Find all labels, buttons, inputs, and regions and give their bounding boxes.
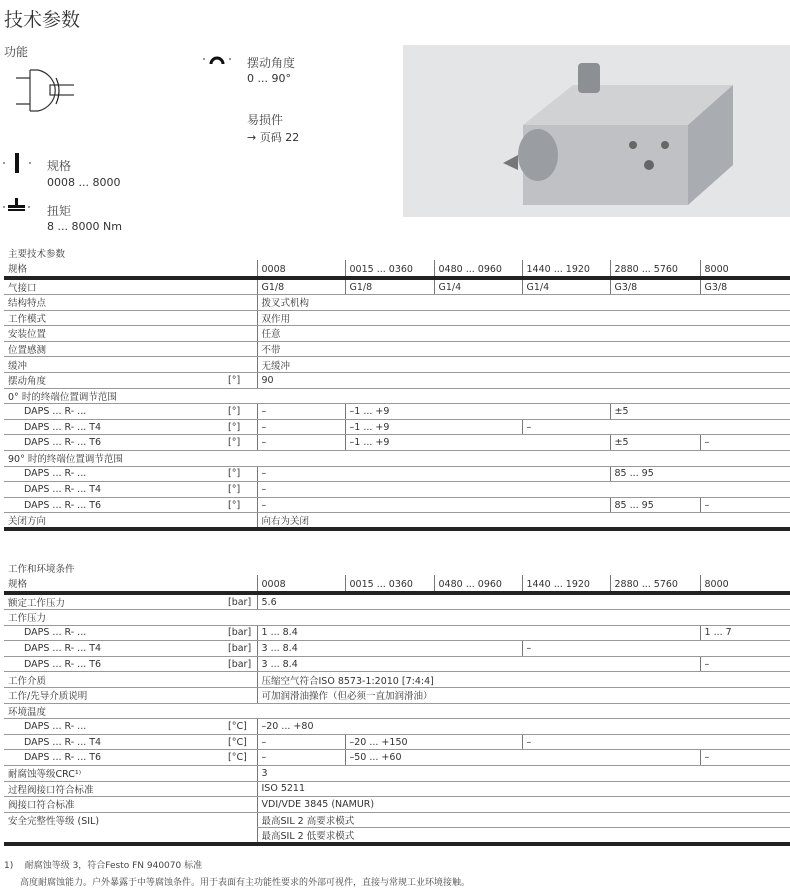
- row-label: DAPS ... R- ... T6: [4, 656, 226, 672]
- row-value: –: [257, 404, 345, 420]
- row-unit: [bar]: [226, 641, 257, 657]
- row-value: G3/8: [610, 278, 700, 295]
- row-value: –: [257, 497, 610, 513]
- column-header: 8000: [700, 575, 790, 593]
- table-row: [4, 625, 790, 641]
- table-row: [4, 703, 790, 719]
- row-value: ±5: [610, 435, 700, 451]
- group-spacer: [257, 388, 790, 404]
- row-value: 90: [257, 372, 790, 388]
- table-row: [4, 326, 790, 342]
- row-label: 阀接口符合标准: [4, 797, 226, 813]
- group-label: 工作压力: [4, 610, 257, 626]
- table-row: [4, 656, 790, 672]
- row-label: 摆动角度: [4, 372, 226, 388]
- row-value: G3/8: [700, 278, 790, 295]
- row-value: 5.6: [257, 593, 790, 610]
- row-unit: [226, 672, 257, 688]
- table-row: [4, 672, 790, 688]
- table-row: [4, 466, 790, 482]
- row-unit: [°]: [226, 419, 257, 435]
- row-label: 耐腐蚀等级CRC¹⁾: [4, 765, 226, 781]
- table-row: [4, 310, 790, 326]
- group-spacer: [257, 450, 790, 466]
- column-header: 2880 ... 5760: [610, 260, 700, 278]
- row-unit: [°C]: [226, 719, 257, 735]
- table-caption-row: [4, 246, 790, 260]
- table-row: [4, 828, 790, 845]
- wear-parts-label: 易损件: [247, 113, 284, 127]
- group-spacer: [257, 610, 790, 626]
- row-value: 向右为关闭: [257, 513, 790, 530]
- row-value: 压缩空气符合ISO 8573-1:2010 [7:4:4]: [257, 672, 790, 688]
- table-row: [4, 388, 790, 404]
- column-header: 0015 ... 0360: [345, 260, 434, 278]
- row-value: –: [700, 435, 790, 451]
- row-value: 85 ... 95: [610, 497, 700, 513]
- size-icon: [2, 152, 32, 174]
- row-value: –: [700, 656, 790, 672]
- row-label: DAPS ... R- ... T4: [4, 482, 226, 498]
- row-label: 额定工作压力: [4, 593, 226, 610]
- row-value: 85 ... 95: [610, 466, 790, 482]
- row-label: 过程阀接口符合标准: [4, 781, 226, 797]
- row-label: DAPS ... R- ...: [4, 466, 226, 482]
- row-value: 任意: [257, 326, 790, 342]
- row-label: 位置感测: [4, 341, 226, 357]
- row-value: 1 ... 8.4: [257, 625, 700, 641]
- row-unit: [226, 828, 257, 845]
- row-unit: [226, 326, 257, 342]
- table-row: [4, 450, 790, 466]
- size-value: 0008 ... 8000: [47, 176, 121, 189]
- torque-value: 8 ... 8000 Nm: [47, 220, 122, 233]
- row-value: –1 ... +9: [345, 404, 610, 420]
- row-unit: [226, 357, 257, 373]
- row-label: DAPS ... R- ...: [4, 625, 226, 641]
- row-unit: [°]: [226, 404, 257, 420]
- row-value: –: [522, 419, 790, 435]
- table-row: [4, 797, 790, 813]
- row-unit: [226, 687, 257, 703]
- row-value: –20 ... +80: [257, 719, 790, 735]
- row-unit: [226, 341, 257, 357]
- row-unit: [226, 278, 257, 295]
- table-row: [4, 357, 790, 373]
- row-value: 不带: [257, 341, 790, 357]
- header-label: 规格: [4, 575, 257, 593]
- column-header: 1440 ... 1920: [522, 575, 610, 593]
- table-row: [4, 734, 790, 750]
- header-label: 规格: [4, 260, 257, 278]
- table-row: [4, 295, 790, 311]
- row-label: DAPS ... R- ... T6: [4, 497, 226, 513]
- column-header: 8000: [700, 260, 790, 278]
- table-caption: 工作和环境条件: [8, 564, 75, 575]
- table-row: [4, 812, 790, 828]
- row-value: –: [257, 435, 345, 451]
- footnote-line1: 耐腐蚀等级 3，符合Festo FN 940070 标准: [24, 861, 203, 871]
- row-label: DAPS ... R- ... T4: [4, 641, 226, 657]
- row-value: 无缓冲: [257, 357, 790, 373]
- footnote-line2: 高度耐腐蚀能力。户外暴露于中等腐蚀条件。用于表面有主功能性要求的外部可视件，直接与常规工业环境接触。: [20, 878, 471, 888]
- row-value: –: [700, 750, 790, 766]
- row-label: 工作模式: [4, 310, 226, 326]
- footnote-marker: 1): [4, 861, 14, 871]
- main-specs-table: [4, 246, 790, 531]
- row-value: –: [257, 734, 345, 750]
- table-row: [4, 435, 790, 451]
- column-header: 0480 ... 0960: [434, 575, 522, 593]
- row-value: –20 ... +150: [345, 734, 522, 750]
- row-unit: [°]: [226, 466, 257, 482]
- row-label: 缓冲: [4, 357, 226, 373]
- table-row: [4, 419, 790, 435]
- row-value: 最高SIL 2 高要求模式: [257, 812, 790, 828]
- row-label: 工作介质: [4, 672, 226, 688]
- row-label: [4, 828, 226, 845]
- product-photo: [403, 45, 790, 217]
- table-row: [4, 404, 790, 420]
- row-value: 可加润滑油操作（但必须一直加润滑油）: [257, 687, 790, 703]
- row-label: DAPS ... R- ... T4: [4, 419, 226, 435]
- table-header-row: [4, 575, 790, 593]
- table-row: [4, 278, 790, 295]
- swivel-angle-icon: [202, 52, 232, 66]
- row-value: –: [257, 466, 610, 482]
- row-label: 工作/先导介质说明: [4, 687, 226, 703]
- group-label: 0° 时的终端位置调节范围: [4, 388, 257, 404]
- footnote-1: [4, 858, 202, 871]
- row-unit: [bar]: [226, 593, 257, 610]
- row-value: G1/8: [345, 278, 434, 295]
- table-caption: 主要技术参数: [8, 249, 66, 260]
- wear-parts-link[interactable]: → 页码 22: [247, 131, 300, 144]
- row-value: 3 ... 8.4: [257, 641, 522, 657]
- table-row: [4, 750, 790, 766]
- row-value: –: [522, 641, 790, 657]
- table-row: [4, 781, 790, 797]
- row-label: 安装位置: [4, 326, 226, 342]
- row-label: 气接口: [4, 278, 226, 295]
- row-value: –1 ... +9: [345, 435, 610, 451]
- row-value: –: [257, 750, 345, 766]
- row-label: DAPS ... R- ... T4: [4, 734, 226, 750]
- row-unit: [°C]: [226, 750, 257, 766]
- table-row: [4, 372, 790, 388]
- group-label: 90° 时的终端位置调节范围: [4, 450, 257, 466]
- table-row: [4, 341, 790, 357]
- row-unit: [bar]: [226, 656, 257, 672]
- table-row: [4, 719, 790, 735]
- rotary-actuator-symbol-icon: [14, 68, 74, 116]
- column-header: 2880 ... 5760: [610, 575, 700, 593]
- row-unit: [°]: [226, 482, 257, 498]
- row-value: 最高SIL 2 低要求模式: [257, 828, 790, 845]
- row-unit: [226, 513, 257, 530]
- row-value: G1/8: [257, 278, 345, 295]
- column-header: 0015 ... 0360: [345, 575, 434, 593]
- row-value: –: [257, 482, 790, 498]
- row-label: 安全完整性等级 (SIL): [8, 816, 100, 828]
- table-row: [4, 687, 790, 703]
- row-unit: [bar]: [226, 625, 257, 641]
- swivel-angle-value: 0 ... 90°: [247, 72, 291, 85]
- row-unit: [°C]: [226, 734, 257, 750]
- row-value: ±5: [610, 404, 790, 420]
- table-row: [4, 641, 790, 657]
- table-row: [4, 765, 790, 781]
- row-value: 拨叉式机构: [257, 295, 790, 311]
- column-header: 0480 ... 0960: [434, 260, 522, 278]
- table-row: [4, 482, 790, 498]
- row-value: –1 ... +9: [345, 419, 522, 435]
- row-label: 关闭方向: [4, 513, 226, 530]
- row-value: VDI/VDE 3845 (NAMUR): [257, 797, 790, 813]
- row-unit: [226, 295, 257, 311]
- table-row: [4, 610, 790, 626]
- row-value: –: [522, 734, 790, 750]
- row-label: DAPS ... R- ... T6: [4, 750, 226, 766]
- row-unit: [226, 797, 257, 813]
- row-value: ISO 5211: [257, 781, 790, 797]
- table-row: [4, 497, 790, 513]
- column-header: 0008: [257, 260, 345, 278]
- group-spacer: [257, 703, 790, 719]
- row-label: DAPS ... R- ... T6: [4, 435, 226, 451]
- row-value: 1 ... 7: [700, 625, 790, 641]
- group-label: 环境温度: [4, 703, 257, 719]
- row-unit: [°]: [226, 435, 257, 451]
- torque-icon: [2, 197, 32, 213]
- row-unit: [226, 781, 257, 797]
- row-unit: [226, 812, 257, 828]
- row-value: 3 ... 8.4: [257, 656, 700, 672]
- row-value: –50 ... +60: [345, 750, 700, 766]
- row-value: 双作用: [257, 310, 790, 326]
- page-title: 技术参数: [4, 9, 81, 31]
- torque-label: 扭矩: [47, 204, 72, 218]
- row-value: –: [257, 419, 345, 435]
- operating-conditions-table: [4, 561, 790, 846]
- row-unit: [°]: [226, 497, 257, 513]
- row-label: DAPS ... R- ...: [4, 719, 226, 735]
- column-header: 0008: [257, 575, 345, 593]
- row-unit: [226, 765, 257, 781]
- table-row: [4, 513, 790, 530]
- size-label: 规格: [47, 159, 72, 173]
- row-value: 3: [257, 765, 790, 781]
- row-value: G1/4: [434, 278, 522, 295]
- row-value: –: [700, 497, 790, 513]
- row-label: DAPS ... R- ...: [4, 404, 226, 420]
- table-row: [4, 593, 790, 610]
- row-value: G1/4: [522, 278, 610, 295]
- column-header: 1440 ... 1920: [522, 260, 610, 278]
- swivel-angle-label: 摆动角度: [247, 56, 296, 70]
- table-header-row: [4, 260, 790, 278]
- row-unit: [°]: [226, 372, 257, 388]
- row-unit: [226, 310, 257, 326]
- table-caption-row: [4, 561, 790, 575]
- row-label: 结构特点: [4, 295, 226, 311]
- function-label: 功能: [4, 45, 29, 59]
